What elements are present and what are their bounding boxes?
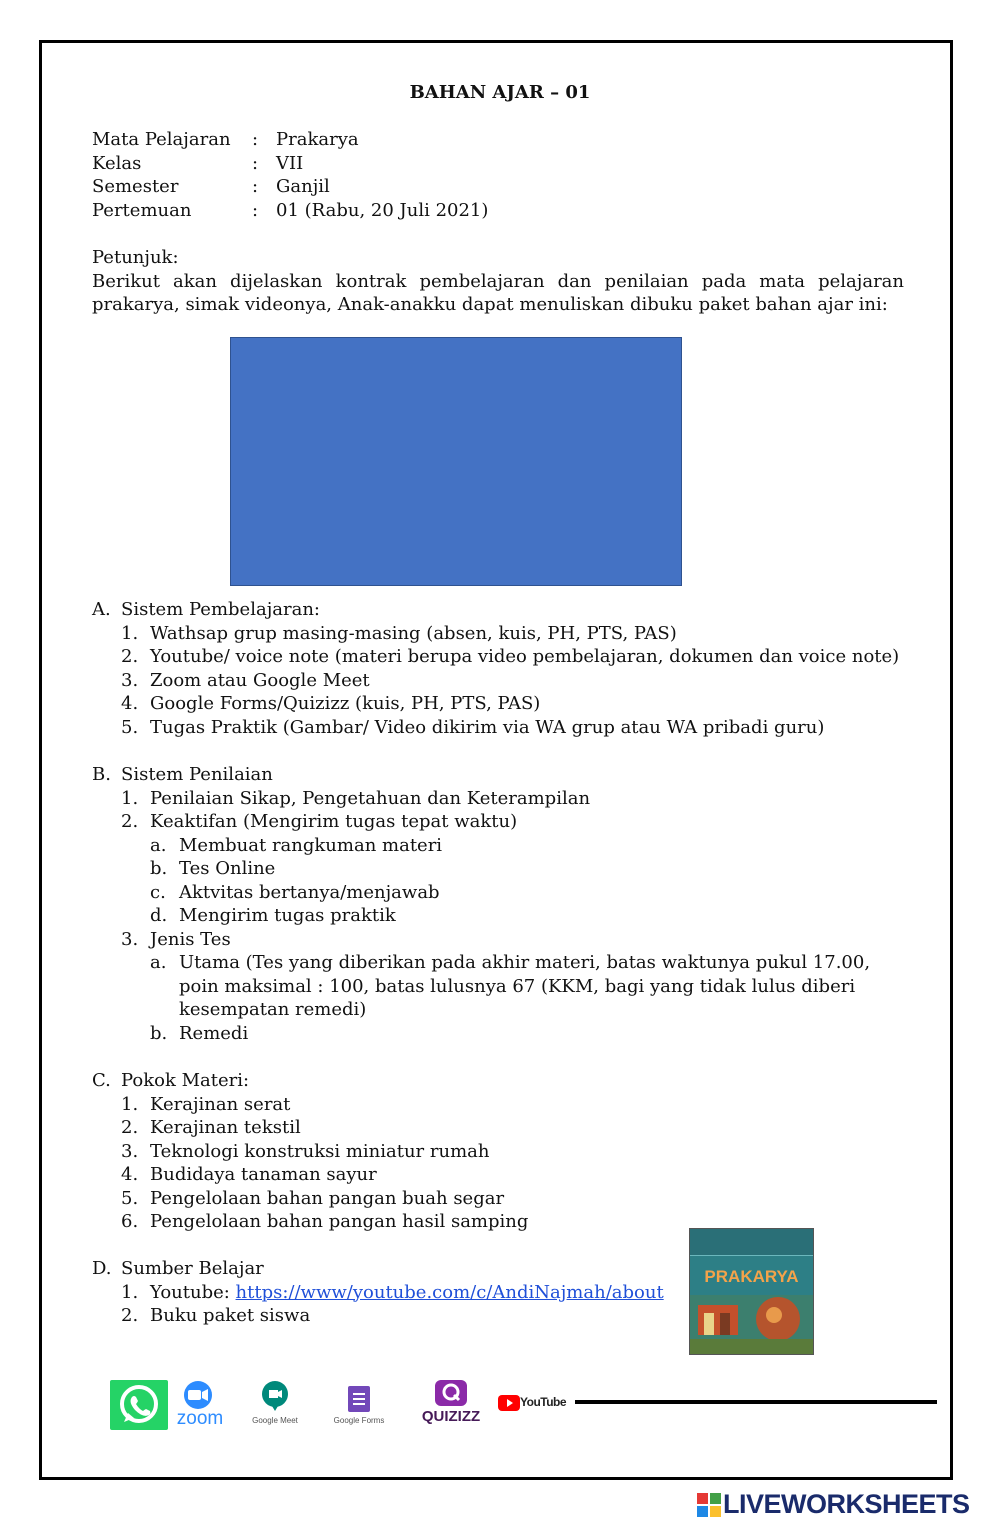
sub-list-item [92,951,912,1022]
google-meet-label: Google Meet [252,1416,298,1425]
textbook-cover [689,1228,814,1355]
item-number: 3. [121,928,139,950]
item-number: 1. [121,1281,139,1303]
zoom-icon [170,1380,230,1410]
meta-sep: : [252,129,259,150]
meta-sep: : [252,152,259,174]
item-text: Membuat rangkuman materi [179,834,443,856]
quizizz-logo [415,1378,487,1432]
youtube-link[interactable]: https://www/youtube.com/c/AndiNajmah/about [235,1281,664,1303]
meta-row [92,152,488,176]
liveworksheets-icon [697,1493,721,1517]
google-forms-logo [332,1384,386,1432]
item-number: 5. [121,1187,139,1209]
sub-list-item [92,1022,912,1046]
item-text: Mengirim tugas praktik [179,905,396,926]
section-heading [92,763,912,787]
section-title: Sistem Pembelajaran: [121,599,320,620]
item-number: 4. [121,693,139,714]
section-letter: D. [92,1258,112,1279]
meta-value: 01 (Rabu, 20 Juli 2021) [276,199,489,221]
list-item [92,810,912,834]
item-text: Budidaya tanaman sayur [150,1164,377,1185]
section-title: Pokok Materi: [121,1070,250,1091]
section-d [92,1257,682,1328]
section-letter: C. [92,1070,111,1091]
item-letter: a. [150,952,167,973]
item-text: Teknologi konstruksi miniatur rumah [150,1140,490,1162]
list-item [92,716,912,740]
google-forms-label: Google Forms [333,1416,385,1425]
list-item [92,1187,912,1211]
zoom-logo [170,1380,230,1432]
meta-row [92,175,488,199]
list-item [92,692,912,716]
meta-row [92,199,488,223]
list-item [92,928,912,952]
item-text: Buku paket siswa [150,1305,311,1326]
list-item [92,622,912,646]
book-illustration [690,1295,813,1355]
youtube-icon [498,1395,520,1411]
section-heading [92,1069,912,1093]
item-text: Remedi [179,1022,249,1044]
meta-key: Mata Pelajaran [92,129,231,150]
meta-sep: : [252,199,259,221]
list-item [92,669,912,693]
liveworksheets-label: LIVEWORKSHEETS [723,1489,970,1519]
instructions-label: Petunjuk: [92,247,179,268]
list-item [92,787,912,811]
list-item [92,645,912,669]
meta-sep: : [252,176,259,197]
liveworksheets-brand[interactable] [697,1489,997,1519]
meta-key: Kelas [92,152,142,174]
meta-row [92,128,488,152]
video-embed[interactable] [230,337,682,586]
item-number: 6. [121,1211,139,1232]
section-title: Sistem Penilaian [121,764,273,785]
item-number: 2. [121,1305,139,1326]
youtube-label: YouTube [520,1395,567,1409]
section-heading [92,1257,682,1281]
section-a [92,598,912,739]
item-number: 1. [121,1093,139,1115]
quizizz-icon [415,1378,487,1408]
zoom-label: zoom [176,1408,224,1429]
item-text: Aktvitas bertanya/menjawab [179,881,440,903]
item-text: Pengelolaan bahan pangan buah segar [150,1187,505,1209]
item-text: Youtube/ voice note (materi berupa video pembelajaran, dokumen dan voice note) [150,646,900,667]
list-item [92,1116,912,1140]
item-text: Tugas Praktik (Gambar/ Video dikirim via WA grup atau WA pribadi guru) [150,716,825,738]
meta-key: Semester [92,176,179,197]
section-heading [92,598,912,622]
item-text: Jenis Tes [150,928,231,950]
item-text: Wathsap grup masing-masing (absen, kuis, PH, PTS, PAS) [150,622,677,644]
meta-info [92,128,488,222]
whatsapp-icon [110,1380,168,1430]
youtube-logo [498,1394,578,1414]
item-number: 2. [121,1117,139,1138]
list-item [92,1163,912,1187]
item-text: Penilaian Sikap, Pengetahuan dan Keterampilan [150,787,591,809]
item-number: 2. [121,811,139,832]
item-number: 3. [121,1140,139,1162]
item-text: Google Forms/Quizizz (kuis, PH, PTS, PAS) [150,693,541,714]
item-letter: b. [150,858,168,879]
list-item [92,1093,912,1117]
section-b [92,763,912,1045]
item-letter: a. [150,834,167,856]
section-c [92,1069,912,1234]
item-text: Utama (Tes yang diberikan pada akhir materi, batas waktunya pukul 17.00, poin maksimal : 100, batas lulusnya 67 (KKM, bagi yang tidak lulus diberi kesempatan remedi) [179,952,871,1020]
item-text: Zoom atau Google Meet [150,669,370,691]
item-letter: c. [150,881,166,903]
meta-value: Prakarya [276,129,359,150]
list-item [92,1140,912,1164]
sub-list-item [92,857,912,881]
item-number: 1. [121,787,139,809]
item-number: 3. [121,669,139,691]
list-item [92,1304,682,1328]
list [92,622,912,740]
google-meet-icon [250,1380,300,1412]
section-title: Sumber Belajar [121,1258,264,1279]
item-text: Tes Online [179,858,276,879]
sub-list-item [92,881,912,905]
youtube-label: Youtube: [150,1281,236,1303]
list [92,1281,682,1328]
section-letter: B. [92,764,111,785]
page-title: BAHAN AJAR – 01 [409,82,591,103]
item-number: 4. [121,1164,139,1185]
instructions [92,246,904,317]
book-title: PRAKARYA [704,1267,799,1286]
item-number: 5. [121,716,139,738]
section-letter: A. [92,599,111,620]
instructions-text: Berikut akan dijelaskan kontrak pembelajaran dan penilaian pada mata pelajaran prakarya, simak videonya, Anak-anakku dapat menuliskan dibuku paket bahan ajar ini: [92,270,904,315]
item-text: Kerajinan serat [150,1093,291,1115]
divider-line [575,1400,937,1404]
quizizz-label: QUIZIZZ [421,1408,481,1425]
list-item [92,1281,682,1305]
item-letter: b. [150,1022,168,1044]
item-text: Pengelolaan bahan pangan hasil samping [150,1211,529,1232]
google-forms-icon [332,1384,386,1414]
item-letter: d. [150,905,168,926]
platform-logos [110,1378,580,1434]
google-meet-logo [250,1380,300,1432]
item-text: Kerajinan tekstil [150,1117,301,1138]
list [92,1093,912,1234]
sub-list-item [92,904,912,928]
item-number: 1. [121,622,139,644]
list [92,787,912,1046]
sub-list-item [92,834,912,858]
item-text [150,1281,664,1305]
item-number: 2. [121,646,139,667]
meta-value: VII [276,152,304,174]
item-text: Keaktifan (Mengirim tugas tepat waktu) [150,811,518,832]
meta-key: Pertemuan [92,199,192,221]
meta-value: Ganjil [276,176,330,197]
book-header-band [690,1229,813,1256]
